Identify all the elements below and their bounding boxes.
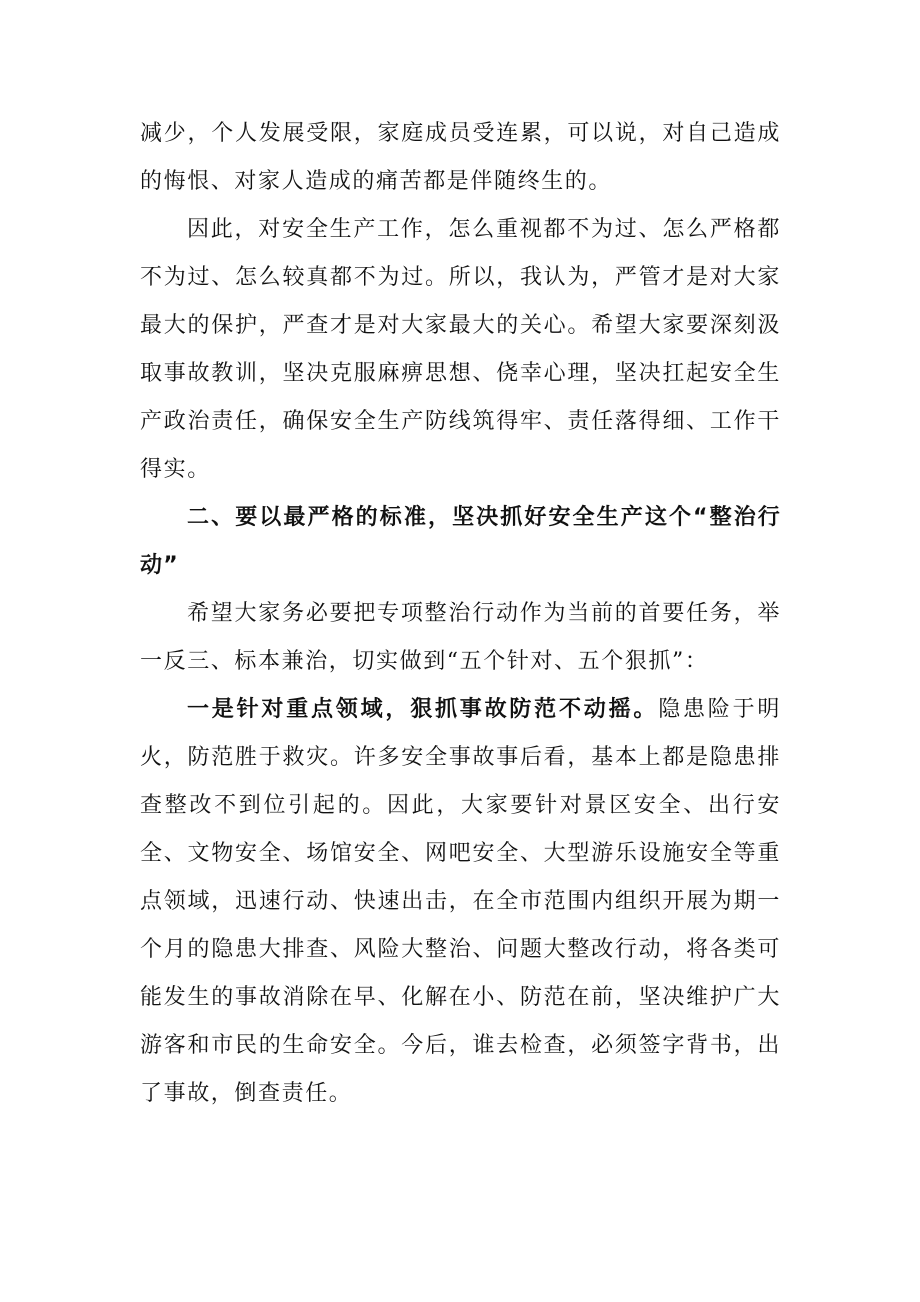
point-one-body: 隐患险于明火，防范胜于救灾。许多安全事故事后看，基本上都是隐患排查整改不到位引起的。因此，大家要针对景区安全、出行安全、文物安全、场馆安全、网吧安全、大型游乐设施安全等重点领域，迅速行动、快速出击，在全市范围内组织开展为期一个月的隐患大排查、风险大整治、问题大整改行动，将各类可能发生的事故消除在早、化解在小、防范在前，坚决维护广大游客和市民的生命安全。今后，谁去检查，必须签字背书，出了事故，倒查责任。 — [140, 697, 781, 1106]
document-body — [140, 110, 781, 1118]
paragraph-continuation: 减少，个人发展受限，家庭成员受连累，可以说，对自己造成的悔恨、对家人造成的痛苦都是伴随终生的。 — [140, 121, 781, 194]
point-one-lead: 一是针对重点领域，狠抓事故防范不动摇。 — [187, 697, 659, 722]
section-heading-two: 二、要以最严格的标准，坚决抓好安全生产这个“整治行动” — [140, 505, 781, 578]
paragraph-point-one — [140, 686, 781, 1118]
paragraph-safety-emphasis: 因此，对安全生产工作，怎么重视都不为过、怎么严格都不为过、怎么较真都不为过。所以，我认为，严管才是对大家最大的保护，严查才是对大家最大的关心。希望大家要深刻汲取事故教训，坚决克服麻痹思想、侥幸心理，坚决扛起安全生产政治责任，确保安全生产防线筑得牢、责任落得细、工作干得实。 — [140, 217, 781, 482]
paragraph-rectification-task: 希望大家务必要把专项整治行动作为当前的首要任务，举一反三、标本兼治，切实做到“五个针对、五个狠抓”： — [140, 601, 781, 674]
